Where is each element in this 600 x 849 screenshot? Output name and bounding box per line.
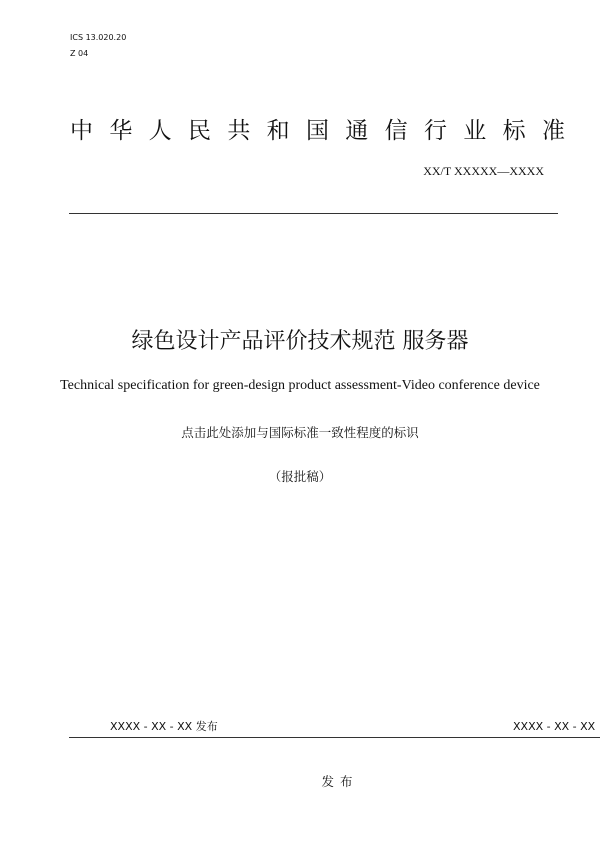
heading-char: 人 xyxy=(148,118,172,144)
heading-char: 行 xyxy=(423,118,447,144)
ccs-code: Z 04 xyxy=(70,49,89,58)
publisher-label: 发布 xyxy=(321,774,359,789)
heading-char: 中 xyxy=(70,118,93,144)
draft-status: （报批稿） xyxy=(268,469,332,484)
heading-char: 标 xyxy=(502,118,526,144)
heading-char: 通 xyxy=(345,118,369,144)
document-title-zh: 绿色设计产品评价技术规范 服务器 xyxy=(131,329,469,354)
heading-char: 准 xyxy=(541,118,565,144)
footer-divider xyxy=(69,737,600,738)
heading-char: 国 xyxy=(305,118,329,144)
implementation-date: XXXX - XX - XX xyxy=(513,720,596,733)
heading-char: 业 xyxy=(463,118,487,144)
heading-char: 民 xyxy=(187,118,211,144)
issue-date: XXXX - XX - XX 发布 xyxy=(110,720,218,733)
ics-code: ICS 13.020.20 xyxy=(70,33,127,42)
heading-char: 和 xyxy=(266,118,290,144)
heading-char: 信 xyxy=(384,118,408,144)
industry-standard-heading xyxy=(70,116,565,146)
standard-number: XX/T XXXXX—XXXX xyxy=(423,164,544,178)
heading-char: 共 xyxy=(227,118,251,144)
conformity-placeholder[interactable]: 点击此处添加与国际标准一致性程度的标识 xyxy=(181,425,419,440)
document-title-en: Technical specification for green-design product assessment-Video conference device xyxy=(60,378,540,393)
heading-char: 华 xyxy=(109,118,133,144)
header-divider xyxy=(69,213,558,214)
